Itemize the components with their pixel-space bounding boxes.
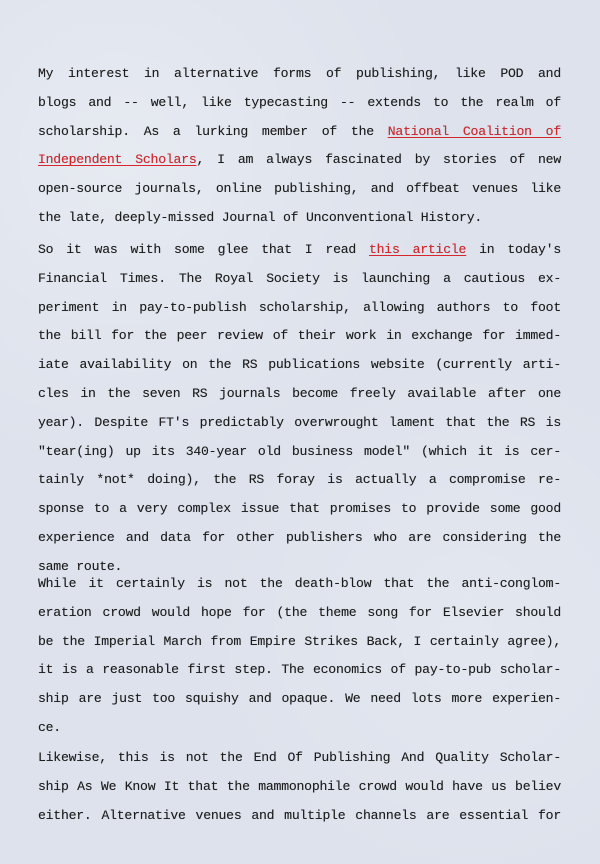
text-line: year). Despite FT's predictably overwrought lament that the RS is: [38, 414, 561, 430]
text-segment: So it was with some glee that I read: [38, 242, 369, 257]
text-line: be the Imperial March from Empire Strikes Back, I certainly agree),: [38, 633, 561, 649]
text-line: While it certainly is not the death-blow that the anti-conglom-: [38, 576, 561, 591]
text-line: tainly *not* doing), the RS foray is actually a compromise re-: [38, 472, 561, 488]
text-line: same route.: [38, 558, 123, 574]
text-segment: scholarship. As a lurking member of the: [38, 123, 388, 139]
text-segment: in today's: [466, 242, 561, 257]
paragraph-1: [38, 60, 561, 233]
this-article-link[interactable]: this article: [369, 242, 467, 257]
text-line: blogs and -- well, like typecasting -- extends to the realm of: [38, 94, 561, 110]
text-segment: , I am always fascinated by stories of new: [196, 152, 561, 168]
text-line: iate availability on the RS publications website (currently arti-: [38, 357, 561, 373]
text-line: sponse to a very complex issue that promises to provide some good: [38, 501, 561, 517]
text-line: cles in the seven RS journals become freely available after one: [38, 385, 561, 401]
text-line: Likewise, this is not the End Of Publishing And Quality Scholar-: [38, 750, 561, 765]
text-line: [38, 146, 561, 175]
text-line: [38, 118, 561, 147]
text-line: it is a reasonable first step. The economics of pay-to-pub scholar-: [38, 662, 561, 678]
text-line: open-source journals, online publishing, and offbeat venues like: [38, 181, 561, 197]
paragraph-2: [38, 236, 561, 582]
text-line: the bill for the peer review of their work in exchange for immed-: [38, 328, 561, 344]
national-coalition-link[interactable]: National Coalition of: [387, 123, 561, 139]
text-line: either. Alternative venues and multiple channels are essential for: [38, 807, 561, 823]
text-line: "tear(ing) up its 340-year old business model" (which it is cer-: [38, 443, 561, 459]
text-line: ce.: [38, 719, 61, 735]
text-line: ship are just too squishy and opaque. We need lots more experien-: [38, 691, 561, 707]
text-line: [38, 236, 561, 265]
text-line: My interest in alternative forms of publishing, like POD and: [38, 66, 561, 81]
paragraph-3: [38, 570, 561, 743]
text-line: ship As We Know It that the mammonophile crowd would have us believ: [38, 778, 561, 794]
text-line: eration crowd would hope for (the theme song for Elsevier should: [38, 604, 561, 620]
text-line: periment in pay-to-publish scholarship, allowing authors to foot: [38, 299, 561, 315]
text-line: Financial Times. The Royal Society is launching a cautious ex-: [38, 270, 561, 286]
text-line: the late, deeply-missed Journal of Unconventional History.: [38, 209, 483, 225]
text-line: experience and data for other publishers who are considering the: [38, 529, 561, 545]
independent-scholars-link[interactable]: Independent Scholars: [38, 152, 197, 168]
paragraph-4: [38, 744, 561, 830]
